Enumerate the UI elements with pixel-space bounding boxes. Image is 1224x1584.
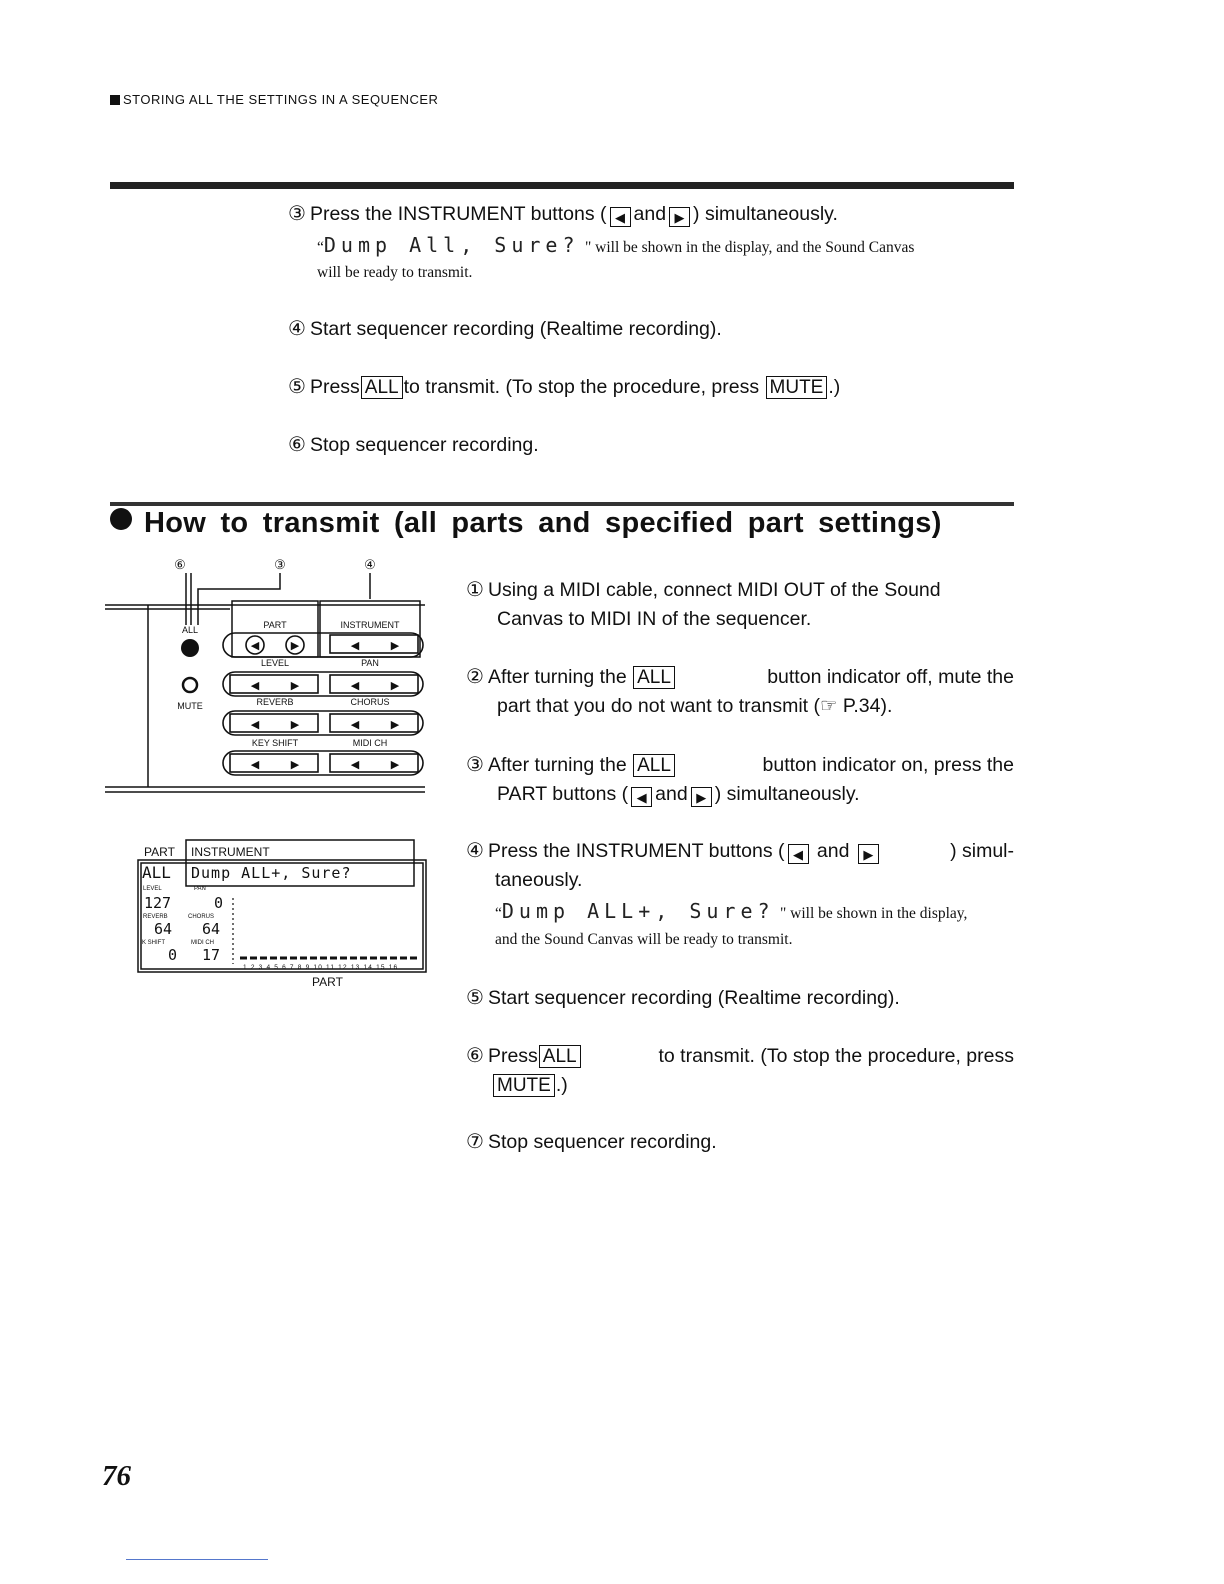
- callout-4: ④: [364, 557, 376, 572]
- lcd-chorus-label: CHORUS: [188, 914, 215, 920]
- lcd-bottom-part-label: PART: [312, 975, 343, 989]
- lcd-keyshift-label: K SHIFT: [142, 940, 166, 946]
- lcd-level-label: LEVEL: [143, 886, 162, 892]
- page-number: 76: [102, 1460, 131, 1492]
- all-label: ALL: [181, 625, 199, 635]
- lcd-reverb-label: REVERB: [143, 914, 168, 920]
- section-divider-2: [110, 502, 1014, 506]
- svg-text:▶: ▶: [290, 639, 300, 652]
- all-key: ALL: [539, 1045, 581, 1068]
- level-label: LEVEL: [260, 658, 290, 668]
- section-divider-top: [110, 182, 1014, 189]
- left-arrow-icon: ◀: [631, 787, 652, 807]
- s2-step-6: ⑥ Press ALL to transmit. (To stop the procedure, press MUTE .): [466, 1045, 1014, 1096]
- svg-text:▶: ▶: [290, 679, 300, 692]
- svg-text:▶: ▶: [390, 718, 400, 731]
- svg-text:▶: ▶: [390, 639, 400, 652]
- s1-step-6: ⑥ Stop sequencer recording.: [288, 434, 539, 456]
- right-arrow-icon: ▶: [858, 844, 879, 864]
- svg-text:◀: ◀: [250, 758, 260, 771]
- lcd-reverb-value: 64: [154, 920, 173, 938]
- lcd-part-label: PART: [144, 845, 175, 859]
- svg-text:◀: ◀: [350, 758, 360, 771]
- instrument-label: INSTRUMENT: [340, 620, 400, 630]
- svg-text:◀: ◀: [350, 718, 360, 731]
- left-arrow-icon: ◀: [610, 207, 631, 227]
- lcd-pan-label: PAN: [194, 886, 206, 892]
- lcd-all: ALL: [142, 863, 171, 882]
- s2-step-5: ⑤ Start sequencer recording (Realtime recording).: [466, 987, 900, 1009]
- reverb-label: REVERB: [256, 697, 294, 707]
- s2-step-7: ⑦ Stop sequencer recording.: [466, 1131, 717, 1153]
- svg-text:◀: ◀: [250, 639, 260, 652]
- s2-step-4: ④ Press the INSTRUMENT buttons ( ◀ and ▶ ) simul- taneously.: [466, 840, 1014, 891]
- mute-key: MUTE: [493, 1074, 555, 1097]
- running-header: STORING ALL THE SETTINGS IN A SEQUENCER: [110, 92, 438, 107]
- square-bullet-icon: [110, 95, 120, 105]
- s1-step-4: ④ Start sequencer recording (Realtime recording).: [288, 318, 722, 340]
- svg-text:◀: ◀: [250, 718, 260, 731]
- s2-step-2: ② After turning the ALL button indicator off, mute the part that you do not want to transmit (☞ P.34).: [466, 666, 1014, 717]
- mute-indicator-icon: [183, 678, 197, 692]
- left-arrow-icon: ◀: [788, 844, 809, 864]
- lcd-keyshift-value: 0: [168, 946, 178, 964]
- right-arrow-icon: ▶: [669, 207, 690, 227]
- all-key: ALL: [361, 376, 403, 399]
- midich-label: MIDI CH: [352, 738, 388, 748]
- bullet-icon: [110, 508, 132, 530]
- keyshift-label: KEY SHIFT: [251, 738, 299, 748]
- lcd-instrument-label: INSTRUMENT: [191, 845, 270, 859]
- lcd-midich-label: MIDI CH: [191, 940, 214, 946]
- s1-step-3: ③ Press the INSTRUMENT buttons ( ◀ and ▶ ) simultaneously.: [288, 203, 838, 225]
- all-indicator-icon: [181, 639, 199, 657]
- lcd-chorus-value: 64: [202, 920, 221, 938]
- mute-key: MUTE: [766, 376, 828, 399]
- svg-text:▶: ▶: [390, 758, 400, 771]
- callout-3: ③: [274, 557, 286, 572]
- s1-display-note-2: will be ready to transmit.: [317, 264, 473, 281]
- section-title: How to transmit (all parts and specified part settings): [110, 507, 942, 540]
- all-key: ALL: [633, 666, 675, 689]
- svg-text:◀: ◀: [350, 679, 360, 692]
- lcd-level-value: 127: [144, 894, 172, 912]
- s1-step-5: ⑤ Press ALL to transmit. (To stop the procedure, press MUTE .): [288, 376, 841, 398]
- pan-label: PAN: [361, 658, 379, 668]
- s2-step-3: ③ After turning the ALL button indicator on, press the PART buttons ( ◀ and ▶ ) simultaneously.: [466, 754, 1014, 805]
- panel-diagram: [100, 555, 440, 800]
- lcd-midich-value: 17: [202, 946, 221, 964]
- lcd-message: Dump ALL+, Sure?: [191, 864, 352, 882]
- s2-step-1: ① Using a MIDI cable, connect MIDI OUT of the Sound Canvas to MIDI IN of the sequencer.: [466, 579, 941, 630]
- all-key: ALL: [633, 754, 675, 777]
- lcd-pan-value: 0: [214, 894, 224, 912]
- svg-text:◀: ◀: [350, 639, 360, 652]
- callout-6: ⑥: [174, 557, 186, 572]
- svg-text:▶: ▶: [290, 758, 300, 771]
- s1-display-note: “Dump All, Sure? " will be shown in the display, and the Sound Canvas: [317, 233, 915, 257]
- s2-display-note: “Dump ALL+, Sure? " will be shown in the display,: [495, 899, 968, 923]
- s2-display-note-2: and the Sound Canvas will be ready to transmit.: [495, 931, 793, 948]
- right-arrow-icon: ▶: [691, 787, 712, 807]
- lcd-part-numbers: 1 2 3 4 5 6 7 8 9 10 11 12 13 14 15 16: [243, 964, 399, 971]
- part-label: PART: [263, 620, 287, 630]
- chorus-label: CHORUS: [350, 697, 390, 707]
- svg-text:▶: ▶: [390, 679, 400, 692]
- svg-text:◀: ◀: [250, 679, 260, 692]
- footer-rule: [126, 1559, 268, 1560]
- mute-label: MUTE: [177, 701, 203, 711]
- svg-text:▶: ▶: [290, 718, 300, 731]
- lcd-diagram: [136, 838, 432, 993]
